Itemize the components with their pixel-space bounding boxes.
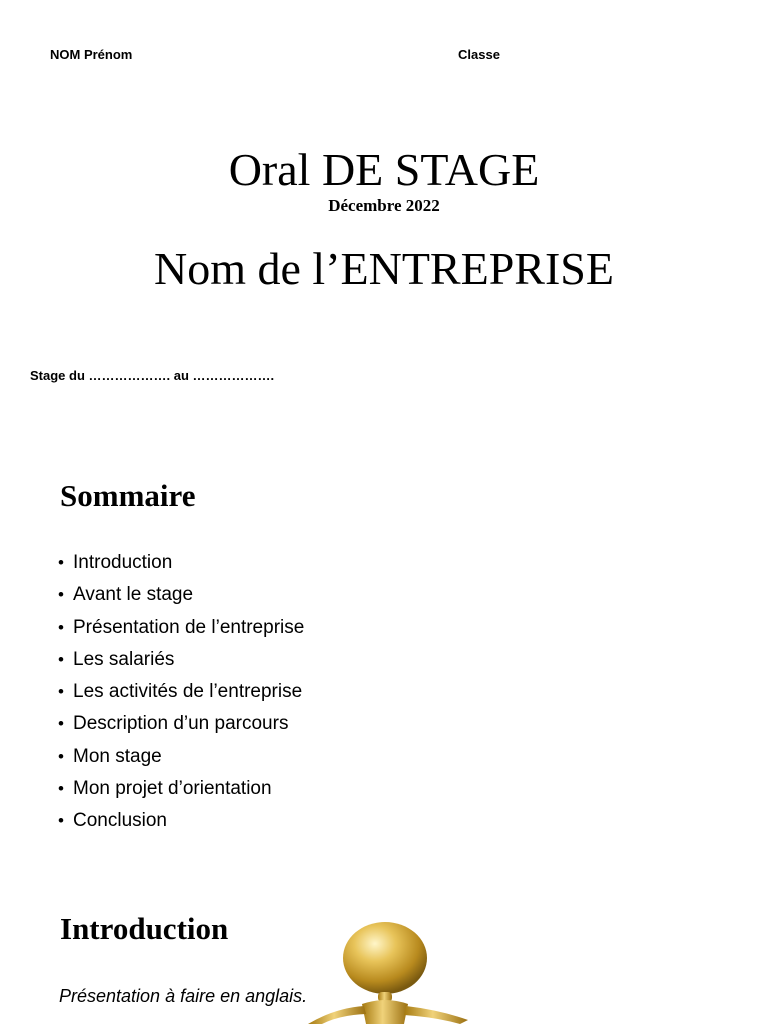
bullet-icon: •	[58, 553, 64, 572]
introduction-heading: Introduction	[60, 911, 229, 946]
introduction-text: Présentation à faire en anglais.	[59, 986, 308, 1006]
toc-item: • Les salariés	[58, 644, 304, 676]
student-name-label: NOM Prénom	[50, 47, 133, 62]
toc-item: • Présentation de l’entreprise	[58, 612, 304, 644]
toc-item: • Mon projet d’orientation	[58, 773, 304, 805]
bullet-icon: •	[58, 617, 64, 637]
toc-item: • Avant le stage	[58, 579, 304, 611]
bullet-icon: •	[58, 779, 64, 799]
bullet-icon: •	[58, 746, 64, 766]
bullet-icon: •	[58, 811, 64, 831]
bullet-icon: •	[58, 682, 64, 702]
sommaire-heading: Sommaire	[60, 478, 196, 513]
document-title: Oral DE STAGE	[228, 144, 540, 195]
class-label: Classe	[458, 47, 500, 62]
bullet-icon: •	[58, 585, 64, 605]
bullet-icon: •	[58, 714, 64, 734]
golden-person-figure-icon	[300, 920, 500, 1024]
toc-item: • Introduction	[58, 547, 304, 579]
internship-period: Stage du ………………. au ……………….	[30, 368, 275, 383]
toc-item: • Description d’un parcours	[58, 708, 304, 740]
toc-item: • Les activités de l’entreprise	[58, 676, 304, 708]
bullet-icon: •	[58, 649, 64, 669]
toc-item: • Conclusion	[58, 805, 304, 837]
company-name: Nom de l’ENTREPRISE	[154, 243, 614, 294]
table-of-contents	[58, 547, 304, 838]
date-subtitle: Décembre 2022	[328, 196, 440, 215]
toc-item: • Mon stage	[58, 741, 304, 773]
